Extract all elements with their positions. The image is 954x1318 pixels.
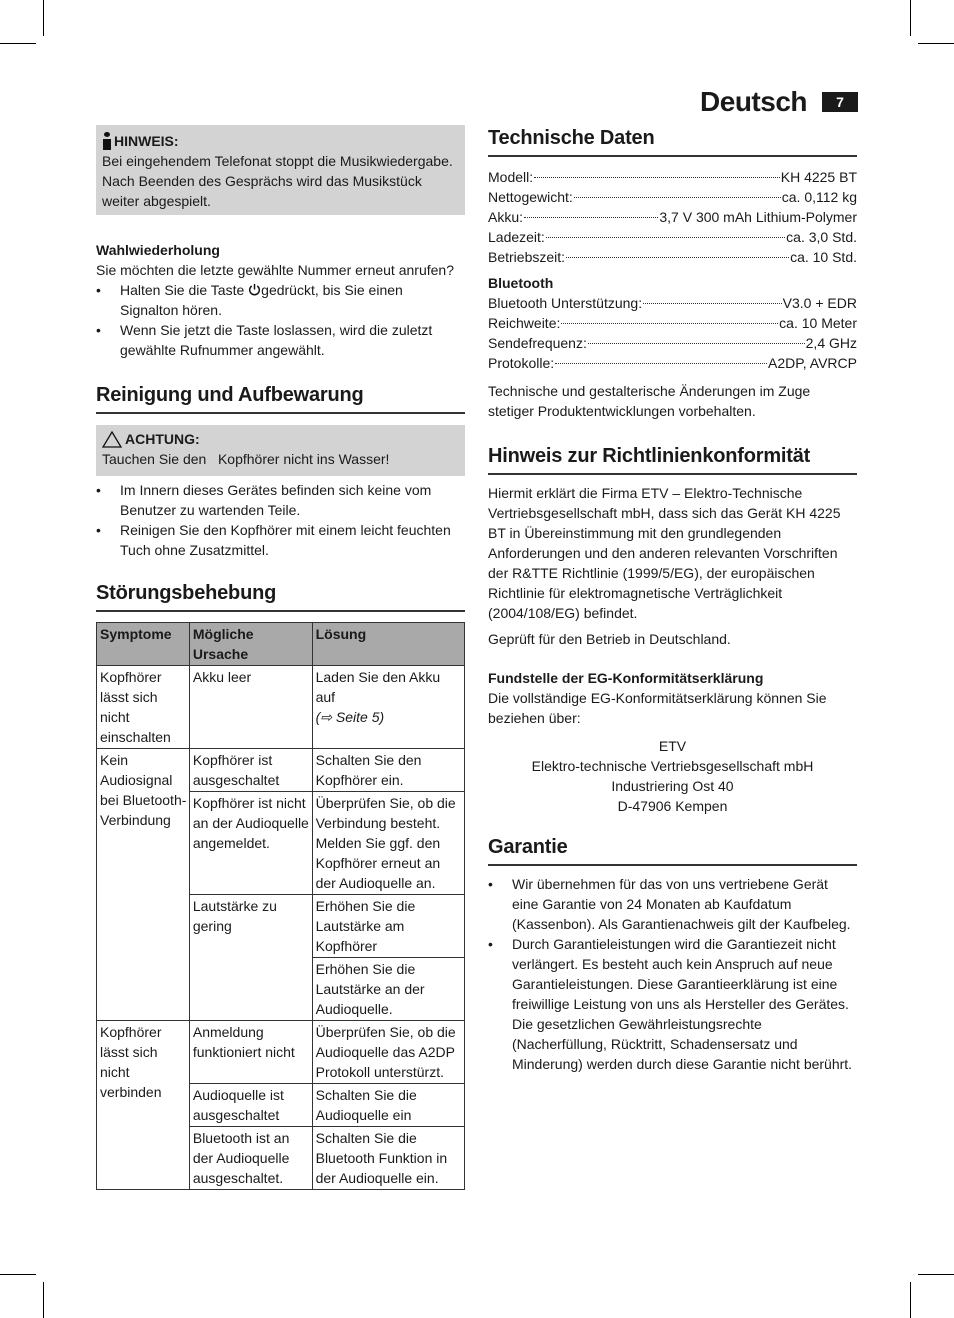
leader-dots xyxy=(588,343,805,344)
address-line: Industriering Ost 40 xyxy=(611,778,734,794)
table-row xyxy=(97,666,465,749)
table-cell: Schalten Sie die Bluetooth Funktion in der Audioquelle ein. xyxy=(312,1127,464,1190)
address-line: D-47906 Kempen xyxy=(617,798,728,814)
spec-label: Modell: xyxy=(488,169,534,185)
column-header: Symptome xyxy=(97,623,190,666)
achtung-label: ACHTUNG: xyxy=(125,431,200,447)
wahlwiederholung-heading: Wahlwiederholung xyxy=(96,242,220,258)
spec-row xyxy=(488,247,857,267)
page-language-title: Deutsch xyxy=(700,86,807,117)
spec-row xyxy=(488,293,857,313)
table-cell: Schalten Sie die Audioquelle ein xyxy=(312,1084,464,1127)
spec-value: ca. 3,0 Std. xyxy=(786,229,857,245)
table-row xyxy=(97,1021,465,1084)
troubleshooting-table xyxy=(96,622,465,1190)
leader-dots xyxy=(643,303,782,304)
power-icon xyxy=(248,283,261,296)
spec-label: Betriebszeit: xyxy=(488,249,566,265)
spec-row xyxy=(488,333,857,353)
table-cell: Erhöhen Sie die Lautstärke am Kopfhörer xyxy=(312,895,464,958)
garantie-heading: Garantie xyxy=(488,834,857,866)
konformitaet-checked: Geprüft für den Betrieb in Deutschland. xyxy=(488,631,731,647)
crop-mark xyxy=(43,1282,44,1318)
crop-mark xyxy=(918,1274,954,1275)
spec-row xyxy=(488,227,857,247)
right-column xyxy=(488,125,857,1074)
leader-dots xyxy=(524,217,658,218)
hinweis-label: HINWEIS: xyxy=(114,133,179,149)
page-number: 7 xyxy=(822,92,858,112)
konformitaet-text: Hiermit erklärt die Firma ETV – Elektro-Technische Vertriebsgesellschaft mbH, dass sich das Gerät KH 4225 BT in Übereinstimmung mit den grundlegenden Anforderungen und den anderen relevanten Vorschriften der R&TTE Richtlinie (1999/5/EG), der europäischen Richtlinie für elektromagnetische Verträglichkeit (2004/108/EG) befindet. xyxy=(488,485,841,621)
fundstelle-heading: Fundstelle der EG-Konformitätserklärung xyxy=(488,670,764,686)
technische-footnote: Technische und gestalterische Änderungen im Zuge stetiger Produktentwicklungen vorbehalten. xyxy=(488,383,811,419)
table-cell: Kopfhörer ist nicht an der Audioquelle angemeldet. xyxy=(189,792,312,895)
list-item: • Im Innern dieses Gerätes befinden sich keine vom Benutzer zu wartenden Teile. xyxy=(96,480,465,520)
leader-dots xyxy=(555,363,767,364)
warning-icon xyxy=(102,431,122,448)
crop-mark xyxy=(43,0,44,36)
table-cell: Erhöhen Sie die Lautstärke an der Audioquelle. xyxy=(312,958,464,1021)
crop-mark xyxy=(910,0,911,36)
table-cell: Überprüfen Sie, ob die Verbindung besteht. Melden Sie ggf. den Kopfhörer erneut an der Audioquelle an. xyxy=(312,792,464,895)
address-line: ETV xyxy=(658,738,687,754)
table-cell: Überprüfen Sie, ob die Audioquelle das A2DP Protokoll unterstürzt. xyxy=(312,1021,464,1084)
spec-label: Protokolle: xyxy=(488,355,555,371)
leader-dots xyxy=(561,323,778,324)
spec-row xyxy=(488,353,857,373)
table-cell: Anmeldung funktioniert nicht xyxy=(189,1021,312,1084)
address-line: Elektro-technische Vertriebsgesellschaft mbH xyxy=(531,758,814,774)
spec-label: Bluetooth Unterstützung: xyxy=(488,295,643,311)
leader-dots xyxy=(566,257,789,258)
technische-heading: Technische Daten xyxy=(488,125,857,157)
table-cell: Schalten Sie den Kopfhörer ein. xyxy=(312,749,464,792)
reinigung-list xyxy=(96,480,465,560)
hinweis-header xyxy=(102,131,459,151)
spec-row xyxy=(488,313,857,333)
table-cell: Kopfhörer lässt sich nicht verbinden xyxy=(97,1021,190,1190)
crop-mark xyxy=(918,43,954,44)
spec-value: V3.0 + EDR xyxy=(782,295,857,311)
column-header: Mögliche Ursache xyxy=(189,623,312,666)
wahlwiederholung-intro: Sie möchten die letzte gewählte Nummer erneut anrufen? xyxy=(96,262,454,278)
spec-row xyxy=(488,187,857,207)
table-cell: Kein Audiosignal bei Bluetooth-Verbindung xyxy=(97,749,190,1021)
spec-row xyxy=(488,167,857,187)
fundstelle-text: Die vollständige EG-Konformitätserklärung können Sie beziehen über: xyxy=(488,690,827,726)
list-item: • Reinigen Sie den Kopfhörer mit einem leicht feuchten Tuch ohne Zusatzmittel. xyxy=(96,520,465,560)
reinigung-heading: Reinigung und Aufbewarung xyxy=(96,382,465,414)
spec-label: Akku: xyxy=(488,209,524,225)
table-cell: Kopfhörer lässt sich nicht einschalten xyxy=(97,666,190,749)
hinweis-text: Bei eingehendem Telefonat stoppt die Musikwiedergabe. Nach Beenden des Gesprächs wird das Musikstück weiter abgespielt. xyxy=(102,153,453,209)
column-header: Lösung xyxy=(312,623,464,666)
bullet-text: gedrückt, bis Sie einen Signalton hören. xyxy=(120,282,403,318)
table-cell: Audioquelle ist ausgeschaltet xyxy=(189,1084,312,1127)
table-cell: Akku leer xyxy=(189,666,312,749)
spec-value: ca. 0,112 kg xyxy=(781,189,857,205)
spec-list xyxy=(488,167,857,267)
left-column xyxy=(96,125,465,1190)
table-cell: Kopfhörer ist ausgeschaltet xyxy=(189,749,312,792)
crop-mark xyxy=(910,1282,911,1318)
spec-label: Nettogewicht: xyxy=(488,189,573,205)
bullet-text: Halten Sie die Taste xyxy=(120,282,249,298)
spec-value: ca. 10 Std. xyxy=(790,249,857,265)
page-reference: (⇨ Seite 5) xyxy=(315,709,385,725)
hinweis-box xyxy=(96,125,465,215)
crop-mark xyxy=(0,43,36,44)
spec-value: A2DP, AVRCP xyxy=(768,355,857,371)
achtung-header xyxy=(102,429,459,449)
table-cell: Bluetooth ist an der Audioquelle ausgeschaltet. xyxy=(189,1127,312,1190)
stoerung-heading: Störungsbehebung xyxy=(96,580,465,612)
wahlwiederholung-list xyxy=(96,280,465,360)
konformitaet-heading: Hinweis zur Richtlinienkonformität xyxy=(488,443,857,475)
table-header-row xyxy=(97,623,465,666)
list-item: • Wenn Sie jetzt die Taste loslassen, wird die zuletzt gewählte Rufnummer angewählt. xyxy=(96,320,465,360)
spec-row xyxy=(488,207,857,227)
table-cell: Lautstärke zu gering xyxy=(189,895,312,1021)
list-item xyxy=(96,280,465,320)
bluetooth-heading: Bluetooth xyxy=(488,275,554,291)
spec-value: KH 4225 BT xyxy=(780,169,857,185)
cell-text: Laden Sie den Akku auf xyxy=(315,669,441,705)
spec-label: Sendefrequenz: xyxy=(488,335,587,351)
bluetooth-spec-list xyxy=(488,293,857,373)
leader-dots xyxy=(534,177,780,178)
achtung-box xyxy=(96,425,465,476)
spec-label: Ladezeit: xyxy=(488,229,545,245)
spec-label: Reichweite: xyxy=(488,315,561,331)
leader-dots xyxy=(546,237,785,238)
list-item: • Wir übernehmen für das von uns vertriebene Gerät eine Garantie von 24 Monaten ab Kaufdatum (Kassenbon). Als Garantienachweis gilt der Kaufbeleg. xyxy=(488,874,857,934)
spec-value: 2,4 GHz xyxy=(805,335,857,351)
spec-value: 3,7 V 300 mAh Lithium-Polymer xyxy=(659,209,857,225)
table-cell xyxy=(312,666,464,749)
spec-value: ca. 10 Meter xyxy=(779,315,857,331)
leader-dots xyxy=(574,197,781,198)
address-block xyxy=(488,736,857,816)
info-icon xyxy=(102,132,111,150)
list-item: • Durch Garantieleistungen wird die Garantiezeit nicht verlängert. Es besteht auch kein Anspruch auf neue Garantieleistungen. Diese Garantieerklärung ist eine freiwillige Leistung von uns als Hersteller des Gerätes. Die gesetzlichen Gewährleistungsrechte (Nacherfüllung, Rücktritt, Schadensersatz und Minderung) werden durch diese Garantie nicht berührt. xyxy=(488,934,857,1074)
garantie-list xyxy=(488,874,857,1074)
table-row xyxy=(97,749,465,792)
achtung-text: Tauchen Sie den Kopfhörer nicht ins Wasser! xyxy=(102,451,390,467)
crop-mark xyxy=(0,1274,36,1275)
